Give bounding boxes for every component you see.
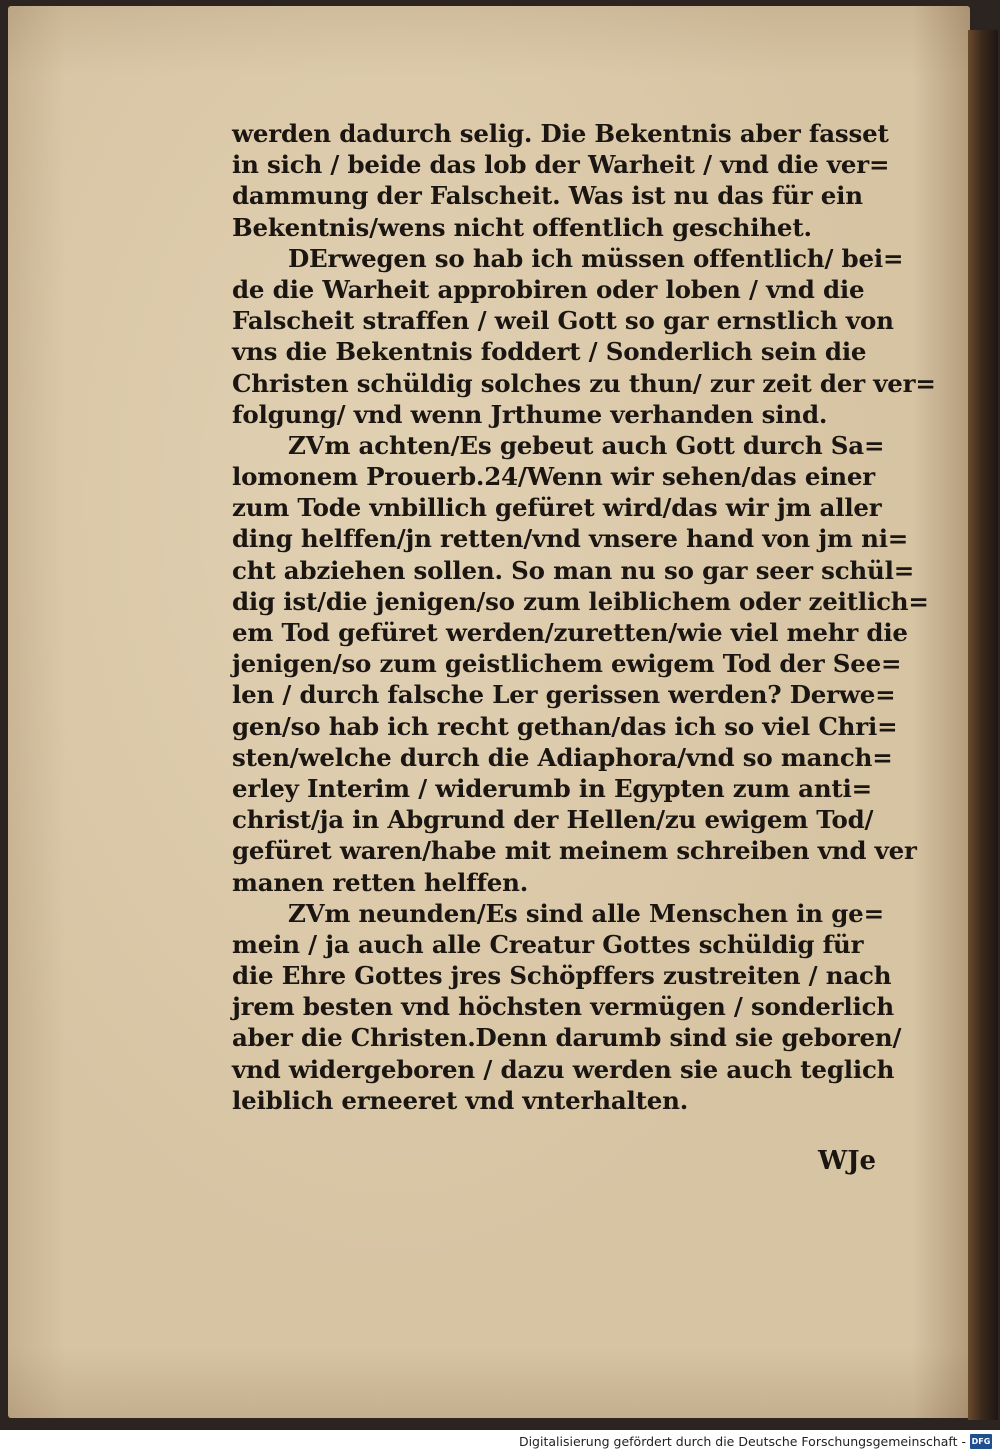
text-line: ZVm achten/Es gebeut auch Gott durch Sa= [288,430,885,460]
text-line: de die Warheit approbiren oder loben / vnd die [232,274,865,304]
text-line: erley Interim / widerumb in Egypten zum anti= [232,773,872,803]
text-line: vns die Bekentnis foddert / Sonderlich sein die [232,337,867,367]
text-line: vnd widergeboren / dazu werden sie auch teglich [232,1054,895,1084]
text-line: dammung der Falscheit. Was ist nu das für ein [232,181,863,211]
text-line: leiblich erneeret vnd vnterhalten. [232,1085,689,1115]
text-line: mein / ja auch alle Creatur Gottes schüldig für [232,929,864,959]
text-line: len / durch falsche Ler gerissen werden? Derwe= [232,680,896,710]
text-line: werden dadurch selig. Die Bekentnis aber fasset [232,119,889,148]
text-line: christ/ja in Abgrund der Hellen/zu ewigem Tod/ [232,805,874,835]
text-line: aber die Christen.Denn darumb sind sie geboren/ [232,1023,902,1053]
text-line: jenigen/so zum geistlichem ewigem Tod der See= [232,649,902,679]
text-line: Bekentnis/wens nicht offentlich geschihet. [232,212,812,242]
text-line: gen/so hab ich recht gethan/das ich so viel Chri= [232,711,898,741]
page-text [232,118,936,1116]
funding-credit: Digitalisierung gefördert durch die Deutsche Forschungsgemeinschaft - [518,1434,966,1449]
text-line: em Tod gefüret werden/zuretten/wie viel mehr die [232,618,908,647]
text-line: Falscheit straffen / weil Gott so gar ernstlich von [232,306,894,336]
text-line: Christen schüldig solches zu thun/ zur zeit der ver= [232,368,936,398]
text-line: gefüret waren/habe mit meinem schreiben vnd ver [232,836,917,866]
text-line: folgung/ vnd wenn Jrthume verhanden sind. [232,399,828,429]
dfg-logo-icon: DFG [970,1434,992,1449]
text-line: ding helffen/jn retten/vnd vnsere hand von jm ni= [232,524,909,554]
catchword: WJe [818,1146,877,1176]
text-line: DErwegen so hab ich müssen offentlich/ bei= [288,243,904,273]
text-line: lomonem Prouerb.24/Wenn wir sehen/das einer [232,462,876,492]
text-line: zum Tode vnbillich gefüret wird/das wir jm aller [232,493,882,523]
text-line: cht abziehen sollen. So man nu so gar seer schül= [232,555,915,585]
text-line: die Ehre Gottes jres Schöpffers zustreiten / nach [232,961,892,991]
text-line: sten/welche durch die Adiaphora/vnd so manch= [232,742,893,772]
text-line: ZVm neunden/Es sind alle Menschen in ge= [288,898,884,928]
text-line: in sich / beide das lob der Warheit / vnd die ver= [232,150,890,180]
text-line: manen retten helffen. [232,867,529,897]
text-line: jrem besten vnd höchsten vermügen / sonderlich [232,992,894,1022]
book-page-edge [968,30,998,1420]
text-line: dig ist/die jenigen/so zum leiblichem oder zeitlich= [232,586,929,616]
